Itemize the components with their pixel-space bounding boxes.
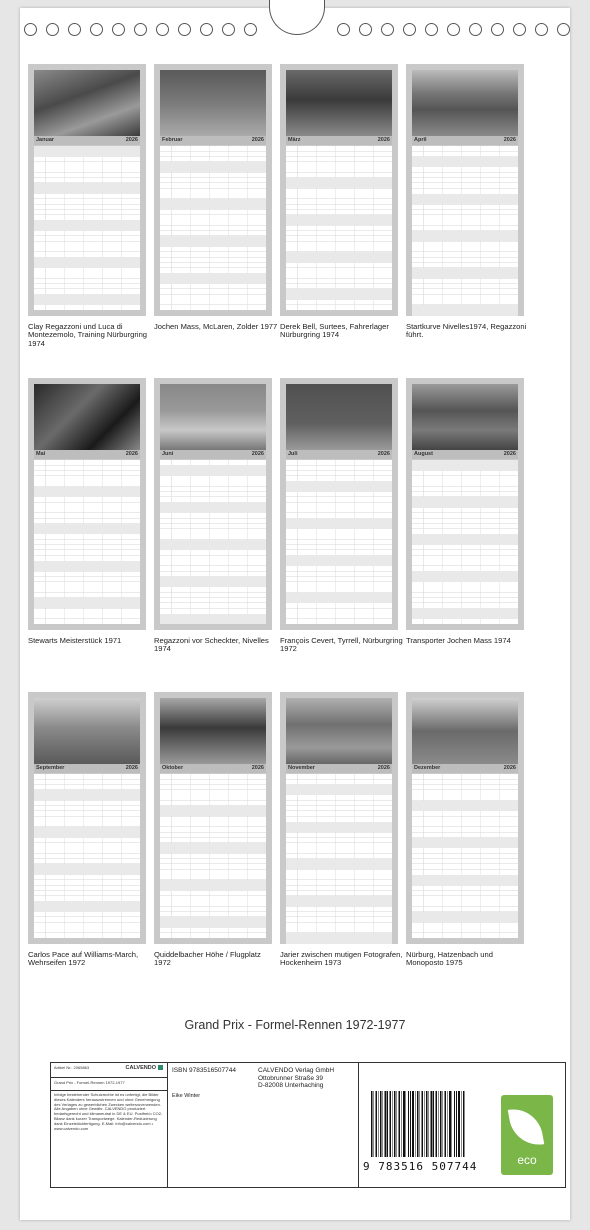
month-name: Juli [288, 451, 298, 457]
month-name: August [414, 451, 433, 457]
month-photo [160, 698, 266, 764]
author: Eike Winter [172, 1093, 201, 1099]
month-header [286, 136, 392, 145]
month-name: Januar [36, 137, 55, 143]
weekend-band [412, 608, 518, 619]
weekend-band [160, 465, 266, 476]
weekend-band [160, 806, 266, 817]
product-info-column [51, 1063, 168, 1187]
weekend-band [286, 933, 392, 944]
article-number: Artikel Nr.: 2065863 [54, 1065, 90, 1070]
month-photo [286, 384, 392, 450]
month-day-grid [412, 774, 518, 938]
weekend-band [34, 487, 140, 498]
binding-hole [156, 23, 169, 36]
month-panel-oktober [154, 692, 272, 944]
month-panel-dezember [406, 692, 524, 944]
weekend-band [34, 827, 140, 838]
calvendo-logo: CALVENDO [126, 1065, 163, 1071]
month-caption: Stewarts Meisterstück 1971 [28, 636, 122, 645]
month-day-grid [286, 146, 392, 310]
weekend-band [286, 252, 392, 263]
weekend-band [34, 257, 140, 268]
month-panel-mai [28, 378, 146, 630]
month-day-grid [412, 460, 518, 624]
product-title: Grand Prix - Formel-Rennen 1972-1977 [51, 1078, 167, 1091]
month-photo [286, 70, 392, 136]
month-photo [286, 698, 392, 764]
month-caption: Startkurve Nivelles1974, Regazzoni führt. [406, 322, 527, 340]
month-panel-juni [154, 378, 272, 630]
publisher-address: CALVENDO Verlag GmbH Ottobrunner Straße 39 D-82008 Unterhaching [258, 1067, 335, 1089]
month-year: 2026 [503, 765, 516, 771]
binding-hole [112, 23, 125, 36]
weekend-band [412, 875, 518, 886]
weekend-band [34, 864, 140, 875]
binding-hole [46, 23, 59, 36]
weekend-band [34, 790, 140, 801]
month-photo [34, 384, 140, 450]
binding-hole [244, 23, 257, 36]
month-photo [160, 70, 266, 136]
weekend-band [412, 838, 518, 849]
weekend-band [412, 305, 518, 316]
binding-hole [447, 23, 460, 36]
binding-hole [557, 23, 570, 36]
month-name: November [288, 765, 315, 771]
publisher-column [168, 1063, 359, 1187]
month-panel-januar [28, 64, 146, 316]
binding-hole [222, 23, 235, 36]
month-day-grid [34, 146, 140, 310]
month-header [412, 450, 518, 459]
weekend-band [412, 460, 518, 471]
month-year: 2026 [251, 137, 264, 143]
month-name: September [36, 765, 65, 771]
barcode-number: 9 783516 507744 [363, 1160, 478, 1173]
month-photo [412, 384, 518, 450]
weekend-band [34, 561, 140, 572]
month-caption: Jochen Mass, McLaren, Zolder 1977 [154, 322, 278, 331]
month-header [160, 764, 266, 773]
binding-hole [200, 23, 213, 36]
month-year: 2026 [125, 451, 138, 457]
month-header [412, 136, 518, 145]
month-caption: Regazzoni vor Scheckter, Nivelles 1974 [154, 636, 269, 654]
month-name: Dezember [414, 765, 441, 771]
month-header [286, 764, 392, 773]
month-panel-november [280, 692, 398, 944]
weekend-band [412, 912, 518, 923]
weekend-band [160, 273, 266, 284]
month-year: 2026 [377, 451, 390, 457]
weekend-band [34, 220, 140, 231]
article-row [51, 1063, 167, 1078]
weekend-band [286, 785, 392, 796]
month-header [34, 450, 140, 459]
month-caption: Carlos Pace auf Williams-March, Wehrseifen 1972 [28, 950, 139, 968]
month-year: 2026 [377, 765, 390, 771]
weekend-band [34, 146, 140, 157]
binding-hole [68, 23, 81, 36]
weekend-band [412, 157, 518, 168]
month-day-grid [34, 460, 140, 624]
calendar-sheet [20, 8, 570, 1220]
binding-hole [535, 23, 548, 36]
binding-hole [425, 23, 438, 36]
month-day-grid [412, 146, 518, 310]
month-name: Februar [162, 137, 183, 143]
month-photo [34, 698, 140, 764]
month-panel-august [406, 378, 524, 630]
weekend-band [286, 896, 392, 907]
weekend-band [286, 822, 392, 833]
binding-hole [134, 23, 147, 36]
weekend-band [286, 593, 392, 604]
month-photo [412, 70, 518, 136]
month-name: Mai [36, 451, 46, 457]
weekend-band [160, 843, 266, 854]
binding-hole [90, 23, 103, 36]
month-day-grid [160, 146, 266, 310]
weekend-band [160, 880, 266, 891]
leaf-icon [508, 1105, 544, 1150]
barcode-column [359, 1063, 565, 1187]
binding-hole [491, 23, 504, 36]
month-day-grid [34, 774, 140, 938]
month-header [34, 764, 140, 773]
month-panel-februar [154, 64, 272, 316]
month-name: Oktober [162, 765, 184, 771]
weekend-band [286, 555, 392, 566]
weekend-band [160, 236, 266, 247]
binding-hole [403, 23, 416, 36]
weekend-band [160, 614, 266, 625]
weekend-band [160, 540, 266, 551]
month-header [412, 764, 518, 773]
weekend-band [286, 289, 392, 300]
weekend-band [160, 502, 266, 513]
weekend-band [412, 231, 518, 242]
back-cover-info [50, 1062, 566, 1188]
weekend-band [34, 598, 140, 609]
calendar-title: Grand Prix - Formel-Rennen 1972-1977 [184, 1018, 406, 1032]
month-caption: François Cevert, Tyrrell, Nürburgring 1972 [280, 636, 403, 654]
eco-badge [501, 1095, 553, 1175]
weekend-band [286, 178, 392, 189]
month-day-grid [286, 774, 392, 938]
month-name: März [288, 137, 301, 143]
weekend-band [34, 901, 140, 912]
weekend-band [286, 859, 392, 870]
weekend-band [412, 801, 518, 812]
month-caption: Jarier zwischen mutigen Fotografen, Hockenheim 1973 [280, 950, 403, 968]
month-panel-september [28, 692, 146, 944]
month-name: Juni [162, 451, 174, 457]
binding-hole [178, 23, 191, 36]
month-caption: Nürburg, Hatzenbach und Monoposto 1975 [406, 950, 493, 968]
month-year: 2026 [377, 137, 390, 143]
binding-hole [337, 23, 350, 36]
weekend-band [160, 199, 266, 210]
weekend-band [286, 481, 392, 492]
legal-notice: Infolge bestehender Schutzrechte ist es unfertigt, die Bilder dieses Kalenders herauszutrennen und ohne Genehmigung des Verlages zu gewerblichen Zwecken weiterzuverwenden. Alle Angaben ohne Gewähr. CALVENDO produziert bedarfsgerecht und klimaneutral in DE & EU. Postfrei/o CO2-Bilanz dank kurzer Transportwege. Kalender-Reduzierung dank Einzelstückfertigung. E-Mail: info@calvendo.com • www.calvendo.com [54, 1092, 163, 1131]
month-year: 2026 [125, 137, 138, 143]
barcode [371, 1091, 465, 1157]
month-header [34, 136, 140, 145]
binding-hole [359, 23, 372, 36]
month-year: 2026 [503, 137, 516, 143]
month-year: 2026 [251, 765, 264, 771]
month-header [286, 450, 392, 459]
weekend-band [412, 571, 518, 582]
weekend-band [286, 215, 392, 226]
month-caption: Derek Bell, Surtees, Fahrerlager Nürburgring 1974 [280, 322, 389, 340]
month-header [160, 450, 266, 459]
weekend-band [34, 524, 140, 535]
month-photo [412, 698, 518, 764]
weekend-band [34, 183, 140, 194]
month-panel-märz [280, 64, 398, 316]
isbn: ISBN 9783516507744 [172, 1067, 236, 1074]
month-caption: Clay Regazzoni und Luca di Montezemolo, Training Nürburgring 1974 [28, 322, 148, 348]
month-year: 2026 [503, 451, 516, 457]
month-year: 2026 [251, 451, 264, 457]
month-day-grid [286, 460, 392, 624]
month-panel-juli [280, 378, 398, 630]
binding-hole [381, 23, 394, 36]
weekend-band [286, 518, 392, 529]
weekend-band [412, 268, 518, 279]
month-caption: Quiddelbacher Höhe / Flugplatz 1972 [154, 950, 261, 968]
month-day-grid [160, 774, 266, 938]
month-day-grid [160, 460, 266, 624]
month-photo [34, 70, 140, 136]
weekend-band [34, 294, 140, 305]
binding-hole [469, 23, 482, 36]
month-panel-april [406, 64, 524, 316]
weekend-band [160, 917, 266, 928]
weekend-band [412, 194, 518, 205]
month-name: April [414, 137, 427, 143]
month-caption: Transporter Jochen Mass 1974 [406, 636, 511, 645]
binding-hole [513, 23, 526, 36]
month-photo [160, 384, 266, 450]
eco-label: eco [517, 1153, 537, 1167]
weekend-band [412, 534, 518, 545]
binding-hole [24, 23, 37, 36]
weekend-band [412, 497, 518, 508]
weekend-band [160, 577, 266, 588]
weekend-band [160, 162, 266, 173]
month-year: 2026 [125, 765, 138, 771]
month-header [160, 136, 266, 145]
